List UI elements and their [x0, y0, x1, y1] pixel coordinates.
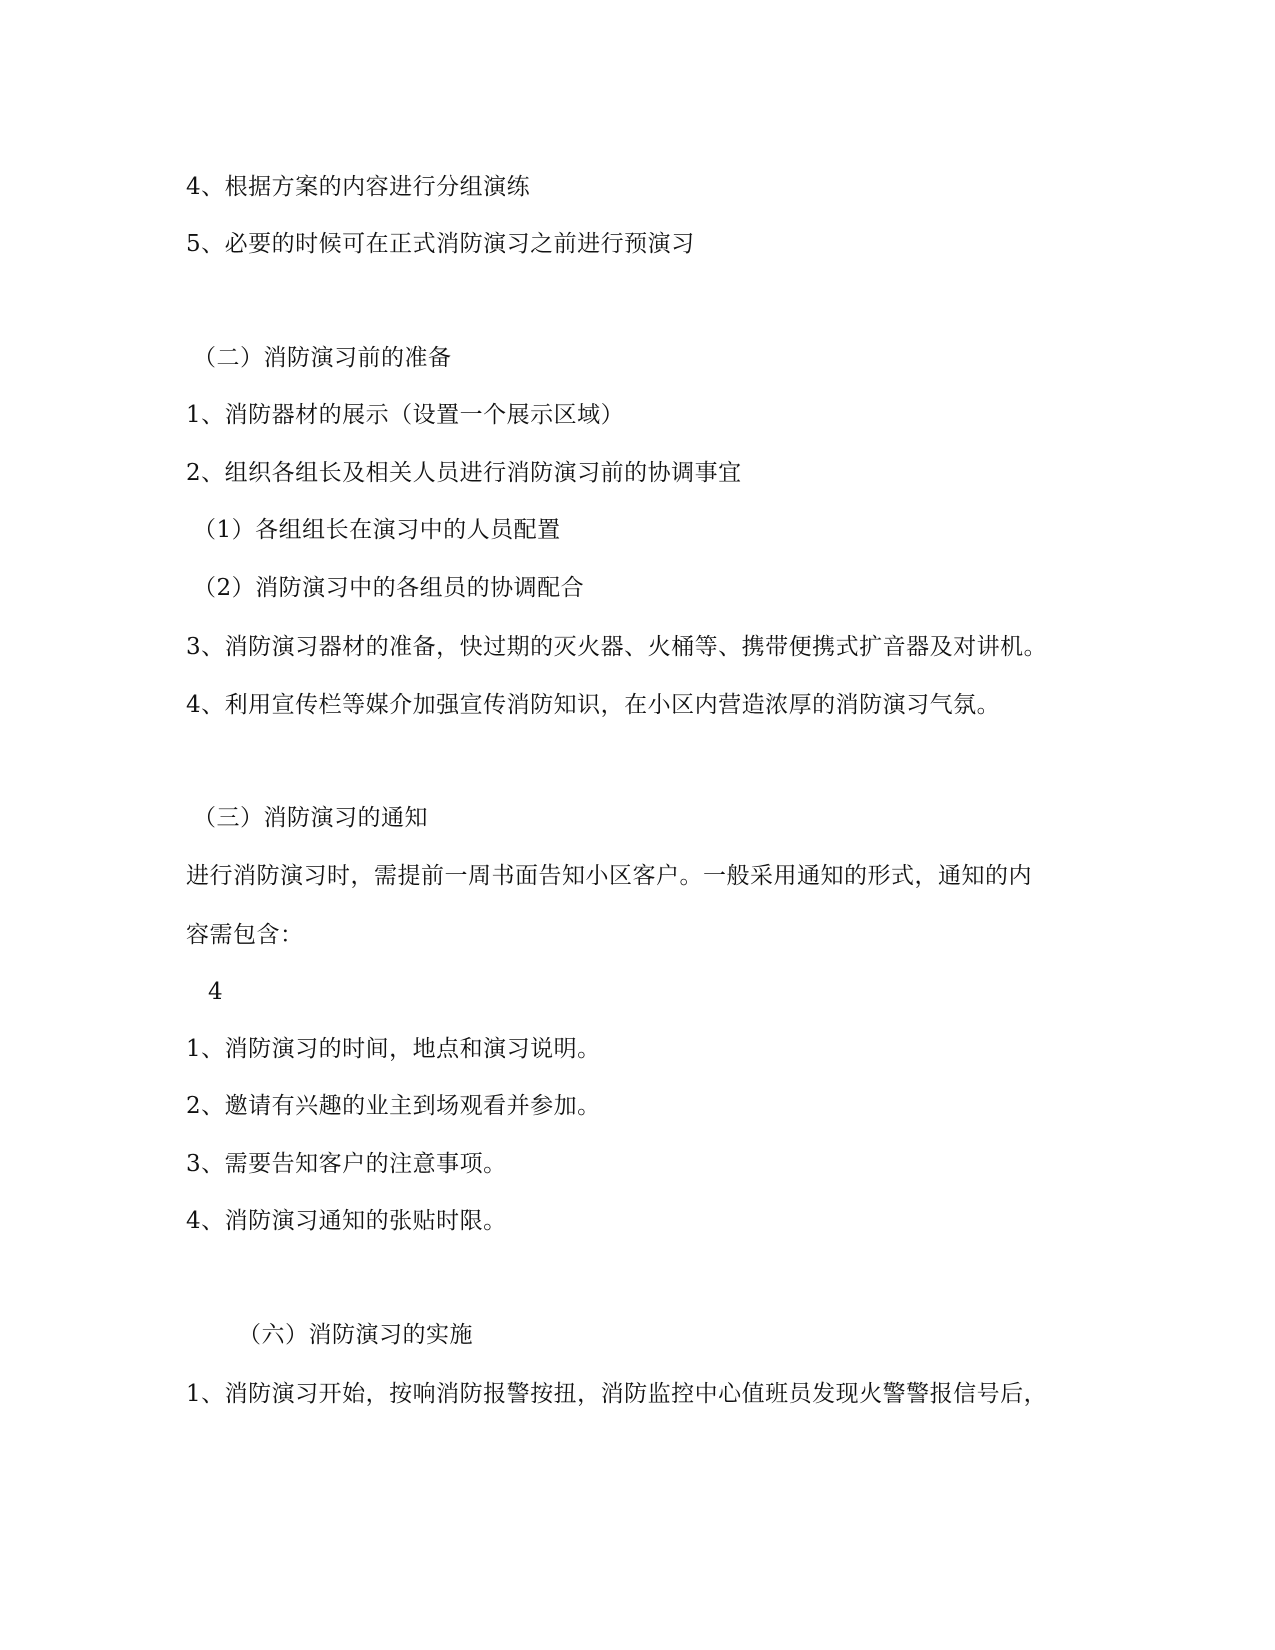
- list-item: 4、消防演习通知的张贴时限。: [186, 1208, 507, 1234]
- list-item: 1、消防器材的展示（设置一个展示区域）: [186, 402, 625, 428]
- section-heading: （二）消防演习前的准备: [193, 345, 452, 371]
- list-item: 3、消防演习器材的准备，快过期的灭火器、火桶等、携带便携式扩音器及对讲机。: [186, 634, 1048, 660]
- section-heading: （六）消防演习的实施: [238, 1322, 473, 1348]
- list-item: 5、必要的时候可在正式消防演习之前进行预演习: [186, 231, 695, 257]
- list-item: 2、组织各组长及相关人员进行消防演习前的协调事宜: [186, 460, 742, 486]
- list-item: 4、根据方案的内容进行分组演练: [186, 174, 531, 200]
- list-item: 3、需要告知客户的注意事项。: [186, 1151, 507, 1177]
- list-item: 1、消防演习开始，按响消防报警按扭，消防监控中心值班员发现火警警报信号后，: [186, 1381, 1048, 1407]
- paragraph-line: 进行消防演习时，需提前一周书面告知小区客户。一般采用通知的形式，通知的内: [186, 863, 1032, 889]
- list-item: 4、利用宣传栏等媒介加强宣传消防知识，在小区内营造浓厚的消防演习气氛。: [186, 692, 1001, 718]
- page-number: 4: [208, 979, 224, 1005]
- list-item: 1、消防演习的时间，地点和演习说明。: [186, 1036, 601, 1062]
- section-heading: （三）消防演习的通知: [193, 805, 428, 831]
- sub-list-item: （1）各组组长在演习中的人员配置: [193, 517, 561, 543]
- paragraph-line: 容需包含：: [186, 922, 304, 948]
- sub-list-item: （2）消防演习中的各组员的协调配合: [193, 575, 585, 601]
- list-item: 2、邀请有兴趣的业主到场观看并参加。: [186, 1093, 601, 1119]
